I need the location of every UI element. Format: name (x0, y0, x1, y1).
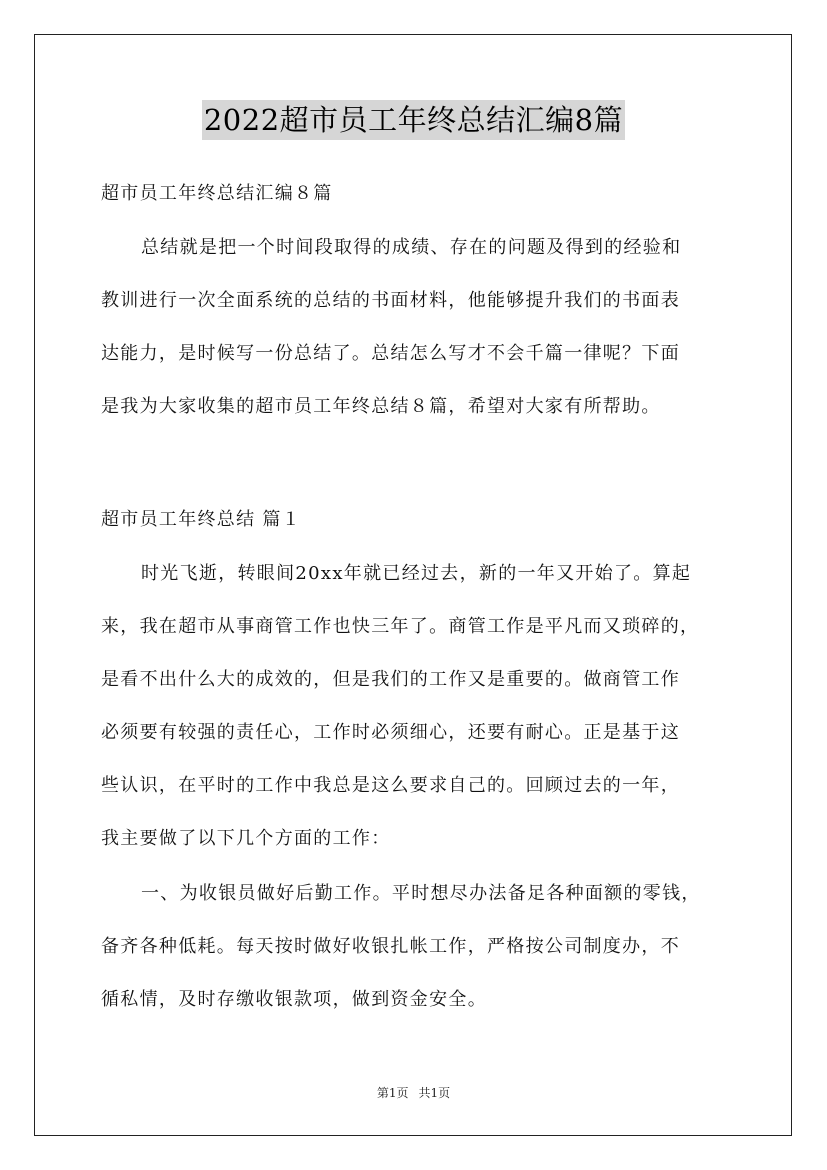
paragraph-line: 时光飞逝，转眼间20xx年就已经过去，新的一年又开始了。算起 (141, 563, 692, 584)
page-total: 共1页 (418, 1086, 451, 1100)
intro-line: 达能力，是时候写一份总结了。总结怎么写才不会千篇一律呢？下面 (101, 343, 680, 364)
paragraph-line: 来，我在超市从事商管工作也快三年了。商管工作是平凡而又琐碎的， (101, 616, 700, 637)
intro-line: 是我为大家收集的超市员工年终总结８篇，希望对大家有所帮助。 (101, 396, 661, 417)
title-container (0, 100, 827, 140)
intro-line: 教训进行一次全面系统的总结的书面材料，他能够提升我们的书面表 (101, 290, 680, 311)
section-heading: 超市员工年终总结 篇１ (101, 509, 302, 530)
paragraph-line: 备齐各种低耗。每天按时做好收银扎帐工作，严格按公司制度办，不 (101, 936, 680, 957)
page-footer (0, 1084, 827, 1101)
paragraph-line: 些认识，在平时的工作中我总是这么要求自己的。回顾过去的一年， (101, 775, 680, 796)
section-paragraph (101, 880, 729, 1013)
paragraph-line: 我主要做了以下几个方面的工作： (101, 828, 391, 849)
paragraph-line: 一、为收银员做好后勤工作。平时想尽办法备足各种面额的零钱， (141, 883, 701, 904)
intro-paragraph (101, 234, 729, 420)
paragraph-line: 循私情，及时存缴收银款项，做到资金安全。 (101, 989, 487, 1010)
intro-line: 总结就是把一个时间段取得的成绩、存在的问题及得到的经验和 (141, 237, 682, 258)
section-paragraph (101, 560, 729, 852)
page-number: 第1页 (376, 1086, 409, 1100)
paragraph-line: 是看不出什么大的成效的，但是我们的工作又是重要的。做商管工作 (101, 669, 680, 690)
paragraph-line: 必须要有较强的责任心，工作时必须细心，还要有耐心。正是基于这 (101, 722, 680, 743)
document-title: 2022超市员工年终总结汇编8篇 (202, 100, 625, 140)
document-subtitle: 超市员工年终总结汇编８篇 (101, 183, 333, 204)
